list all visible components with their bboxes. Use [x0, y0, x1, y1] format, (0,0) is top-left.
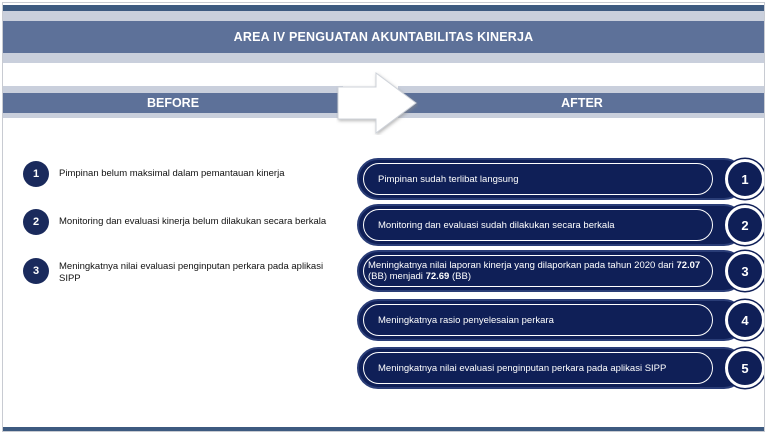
- after-item-4: [357, 299, 745, 341]
- top-light-stripe: [3, 11, 764, 21]
- after-item-text: Pimpinan sudah terlibat langsung: [378, 173, 519, 185]
- title-underline-stripe: [3, 53, 764, 63]
- after-header-top-stripe: [398, 86, 765, 93]
- after-item-text: Monitoring dan evaluasi sudah dilakukan secara berkala: [378, 219, 615, 231]
- after-header: [398, 93, 765, 113]
- slide: [2, 2, 765, 432]
- after-item-value-before: 72.07: [676, 260, 701, 271]
- after-item-frame: [363, 255, 713, 287]
- after-header-bottom-stripe: [398, 113, 765, 118]
- before-header-bottom-stripe: [3, 113, 343, 118]
- after-item-3: [357, 250, 745, 292]
- after-item-frame: [363, 209, 713, 241]
- after-number-badge: 1: [725, 159, 765, 199]
- after-item-text-part: (BB) menjadi: [368, 271, 426, 282]
- after-item-frame: [363, 352, 713, 384]
- bottom-dark-stripe: [3, 427, 764, 432]
- after-item-text: Meningkatnya rasio penyelesaian perkara: [378, 314, 554, 326]
- after-item-text-part: (BB): [449, 271, 471, 282]
- after-item-text-part: Meningkatnya nilai laporan kinerja yang dilaporkan pada tahun 2020 dari: [368, 260, 677, 271]
- slide-title: AREA IV PENGUATAN AKUNTABILITAS KINERJA: [233, 30, 534, 44]
- before-item-3: [23, 258, 343, 285]
- after-item-5: [357, 347, 745, 389]
- after-number-badge: 2: [725, 205, 765, 245]
- before-item-2: [23, 209, 343, 235]
- before-label: BEFORE: [146, 96, 200, 110]
- after-item-frame: [363, 304, 713, 336]
- after-item-value-after: 72.69: [425, 271, 450, 282]
- before-item-text: Monitoring dan evaluasi kinerja belum dilakukan secara berkala: [59, 216, 327, 227]
- after-number-badge: 5: [725, 348, 765, 388]
- after-item-text: [368, 260, 702, 282]
- before-number-badge: 3: [23, 258, 49, 284]
- before-item-1: [23, 161, 343, 187]
- after-number-badge: 3: [725, 251, 765, 291]
- before-header-top-stripe: [3, 86, 343, 93]
- right-arrow-icon: [336, 71, 418, 135]
- before-item-text: Meningkatnya nilai evaluasi penginputan perkara pada aplikasi SIPP: [59, 261, 324, 284]
- after-label: AFTER: [561, 96, 603, 110]
- before-number-badge: 2: [23, 209, 49, 235]
- before-header: [3, 93, 343, 113]
- before-number-badge: 1: [23, 161, 49, 187]
- after-item-frame: [363, 163, 713, 195]
- before-item-text: Pimpinan belum maksimal dalam pemantauan kinerja: [59, 168, 285, 179]
- after-item-text: Meningkatnya nilai evaluasi penginputan perkara pada aplikasi SIPP: [378, 362, 667, 374]
- title-band: [3, 21, 764, 53]
- after-number-badge: 4: [725, 300, 765, 340]
- after-item-1: [357, 158, 745, 200]
- after-item-2: [357, 204, 745, 246]
